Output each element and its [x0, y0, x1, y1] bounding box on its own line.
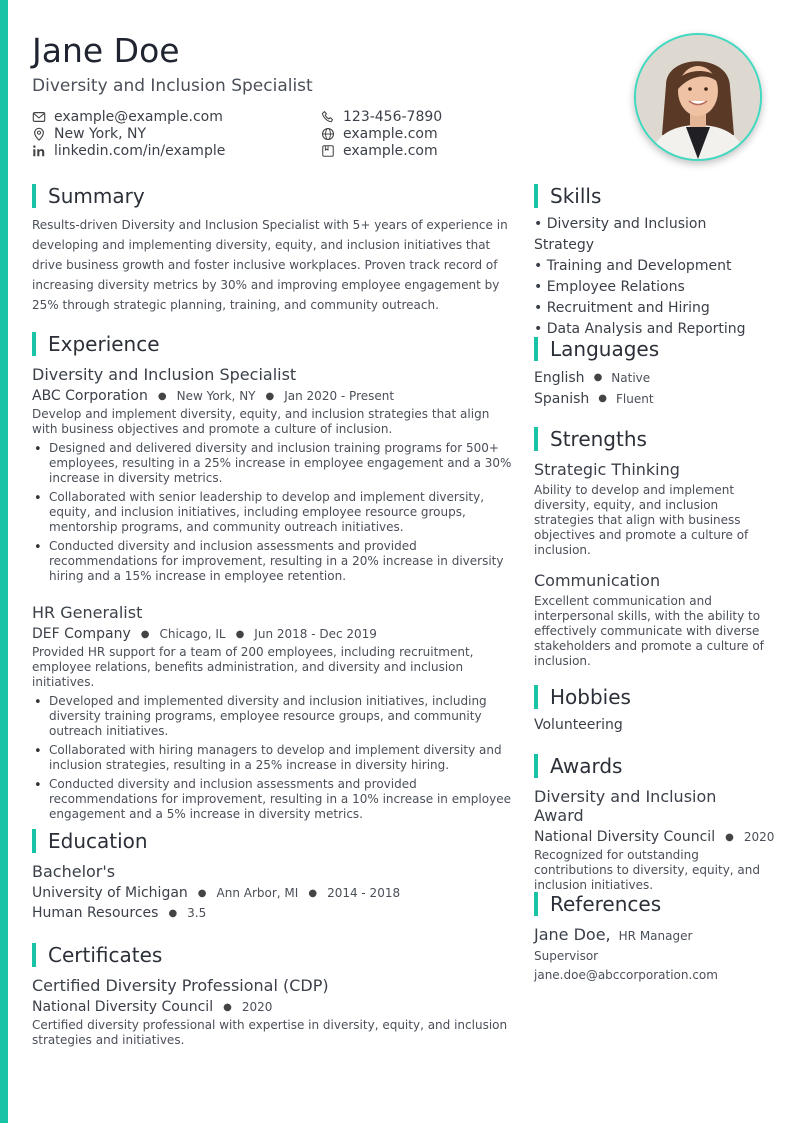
- job-meta: ABC Corporation ● New York, NY ● Jan 2020 - Present: [32, 388, 395, 404]
- contact-portfolio-text: example.com: [343, 142, 438, 159]
- languages-list: [534, 367, 766, 409]
- languages-heading: Languages: [534, 337, 659, 361]
- resume-header: [32, 30, 612, 98]
- reference-entry: [534, 925, 766, 983]
- job-company: DEF Company: [32, 626, 131, 642]
- list-item: Spanish ● Fluent: [534, 390, 654, 407]
- strength-text: Ability to develop and implement diversity, equity, and inclusion strategies that align with business objectives and promote a culture of inclusion.: [534, 483, 749, 557]
- strength-title: Strategic Thinking: [534, 460, 680, 479]
- job-entry: [32, 603, 512, 826]
- portfolio-icon: [321, 144, 335, 158]
- education-heading: Education: [32, 829, 148, 853]
- contact-phone-text: 123-456-7890: [343, 108, 443, 125]
- education-meta: University of Michigan ● Ann Arbor, MI ● 2014 - 2018: [32, 885, 401, 901]
- contact-phone[interactable]: [321, 108, 442, 125]
- list-item: • Conducted diversity and inclusion assessments and provided recommendations for improvement, resulting in a 10% increase in employee engagement and a 5% increase in diversity metrics.: [32, 777, 512, 822]
- award-entry: [534, 787, 775, 893]
- job-meta: DEF Company ● Chicago, IL ● Jun 2018 - Dec 2019: [32, 626, 377, 642]
- hobby-item: Volunteering: [534, 717, 623, 733]
- education-field: Human Resources: [32, 905, 159, 921]
- reference-email[interactable]: jane.doe@abccorporation.com: [534, 968, 718, 982]
- reference-relation: Supervisor: [534, 949, 599, 963]
- language-level: Native: [611, 370, 651, 385]
- list-item: • Collaborated with senior leadership to develop and implement diversity, equity, and inclusion initiatives, including employee resource groups, mentorship programs, and community outreach initiatives.: [32, 490, 512, 535]
- references-heading: References: [534, 892, 661, 916]
- contact-email-text: example@example.com: [54, 108, 223, 125]
- award-issuer: National Diversity Council: [534, 829, 716, 845]
- award-meta: National Diversity Council ● 2020: [534, 829, 775, 845]
- certificate-name: Certified Diversity Professional (CDP): [32, 976, 329, 995]
- hobbies-heading: Hobbies: [534, 685, 631, 709]
- education-field-meta: Human Resources ● 3.5: [32, 905, 207, 921]
- reference-name: Jane Doe,: [534, 925, 611, 944]
- contact-website[interactable]: [321, 125, 438, 142]
- experience-heading: Experience: [32, 332, 160, 356]
- candidate-name: Jane Doe: [32, 31, 180, 70]
- skills-list: [534, 214, 766, 340]
- summary-text: Results-driven Diversity and Inclusion Specialist with 5+ years of experience in developing and implementing diversity, equity, and inclusion initiatives that drive business growth and foster inclusive workplaces. Proven track record of increasing diversity metrics by 30% and improving employee engagement by 25% through strategic planning, training, and community outreach.: [32, 218, 508, 312]
- location-icon: [32, 127, 46, 141]
- job-location: Chicago, IL: [159, 627, 226, 641]
- list-item: • Diversity and Inclusion Strategy: [534, 216, 707, 253]
- education-dates: 2014 - 2018: [327, 886, 401, 900]
- contact-email[interactable]: [32, 108, 223, 125]
- strength-title: Communication: [534, 571, 661, 590]
- education-degree: Bachelor's: [32, 862, 116, 881]
- job-title: HR Generalist: [32, 603, 143, 622]
- job-title: Diversity and Inclusion Specialist: [32, 365, 297, 384]
- certificate-meta: National Diversity Council ● 2020: [32, 999, 273, 1015]
- reference-name-row: [534, 925, 766, 944]
- job-entry: [32, 365, 512, 588]
- education-school: University of Michigan: [32, 885, 188, 901]
- accent-bar: [0, 0, 8, 1123]
- job-company: ABC Corporation: [32, 388, 148, 404]
- reference-role: HR Manager: [618, 929, 693, 943]
- contact-location: [32, 125, 146, 142]
- profile-photo: [634, 33, 762, 161]
- list-item: • Employee Relations: [534, 279, 685, 295]
- certificate-description: Certified diversity professional with expertise in diversity, equity, and inclusion strategies and initiatives.: [32, 1018, 508, 1047]
- award-name: Diversity and Inclusion Award: [534, 787, 717, 825]
- certificate-year: 2020: [241, 1000, 273, 1014]
- strength-entry: [534, 460, 766, 558]
- job-description: Develop and implement diversity, equity, and inclusion strategies that align with business objectives and promote a culture of inclusion.: [32, 407, 490, 436]
- list-item: • Collaborated with hiring managers to develop and implement diversity and inclusion strategies, resulting in a 25% increase in diversity hiring.: [32, 743, 512, 773]
- contact-linkedin[interactable]: [32, 142, 225, 159]
- certificate-issuer: National Diversity Council: [32, 999, 214, 1015]
- job-bullets: [32, 694, 512, 822]
- awards-heading: Awards: [534, 754, 622, 778]
- language-name: English: [534, 369, 585, 386]
- certificate-entry: [32, 976, 512, 1048]
- award-description: Recognized for outstanding contributions to diversity, equity, and inclusion initiatives.: [534, 848, 760, 892]
- strengths-heading: Strengths: [534, 427, 647, 451]
- contact-location-text: New York, NY: [54, 125, 147, 142]
- list-item: • Recruitment and Hiring: [534, 300, 710, 316]
- list-item: • Designed and delivered diversity and inclusion training programs for 500+ employees, resulting in a 25% increase in employee engagement and a 30% increase in diversity metrics.: [32, 441, 512, 486]
- language-name: Spanish: [534, 390, 590, 407]
- strength-entry: [534, 571, 766, 669]
- skills-heading: Skills: [534, 184, 601, 208]
- education-entry: [32, 862, 512, 921]
- education-location: Ann Arbor, MI: [216, 886, 299, 900]
- contact-linkedin-text: linkedin.com/in/example: [54, 142, 226, 159]
- list-item: • Training and Development: [534, 258, 732, 274]
- list-item: • Developed and implemented diversity and inclusion initiatives, including diversity training programs, employee resource groups, and community outreach initiatives.: [32, 694, 512, 739]
- strength-text: Excellent communication and interpersonal skills, with the ability to effectively communicate with diverse stakeholders and promote a culture of inclusion.: [534, 594, 764, 668]
- summary-heading: Summary: [32, 184, 145, 208]
- phone-icon: [321, 110, 335, 124]
- profile-photo-illustration: [636, 35, 760, 159]
- contact-portfolio[interactable]: [321, 142, 438, 159]
- job-bullets: [32, 441, 512, 584]
- contact-website-text: example.com: [343, 125, 438, 142]
- candidate-title: Diversity and Inclusion Specialist: [32, 76, 313, 96]
- language-level: Fluent: [616, 391, 654, 406]
- list-item: • Conducted diversity and inclusion assessments and provided recommendations for improvement, resulting in a 20% increase in diversity hiring and a 15% increase in employee retention.: [32, 539, 512, 584]
- certificates-heading: Certificates: [32, 943, 162, 967]
- list-item: English ● Native: [534, 369, 651, 386]
- award-year: 2020: [743, 830, 775, 844]
- globe-icon: [321, 127, 335, 141]
- job-description: Provided HR support for a team of 200 employees, including recruitment, employee relations, benefits administration, and diversity and inclusion initiatives.: [32, 645, 474, 689]
- mail-icon: [32, 110, 46, 124]
- job-dates: Jan 2020 - Present: [284, 389, 395, 403]
- education-gpa: 3.5: [187, 906, 207, 920]
- linkedin-icon: [32, 144, 46, 158]
- list-item: • Data Analysis and Reporting: [534, 321, 746, 337]
- job-dates: Jun 2018 - Dec 2019: [254, 627, 377, 641]
- job-location: New York, NY: [176, 389, 256, 403]
